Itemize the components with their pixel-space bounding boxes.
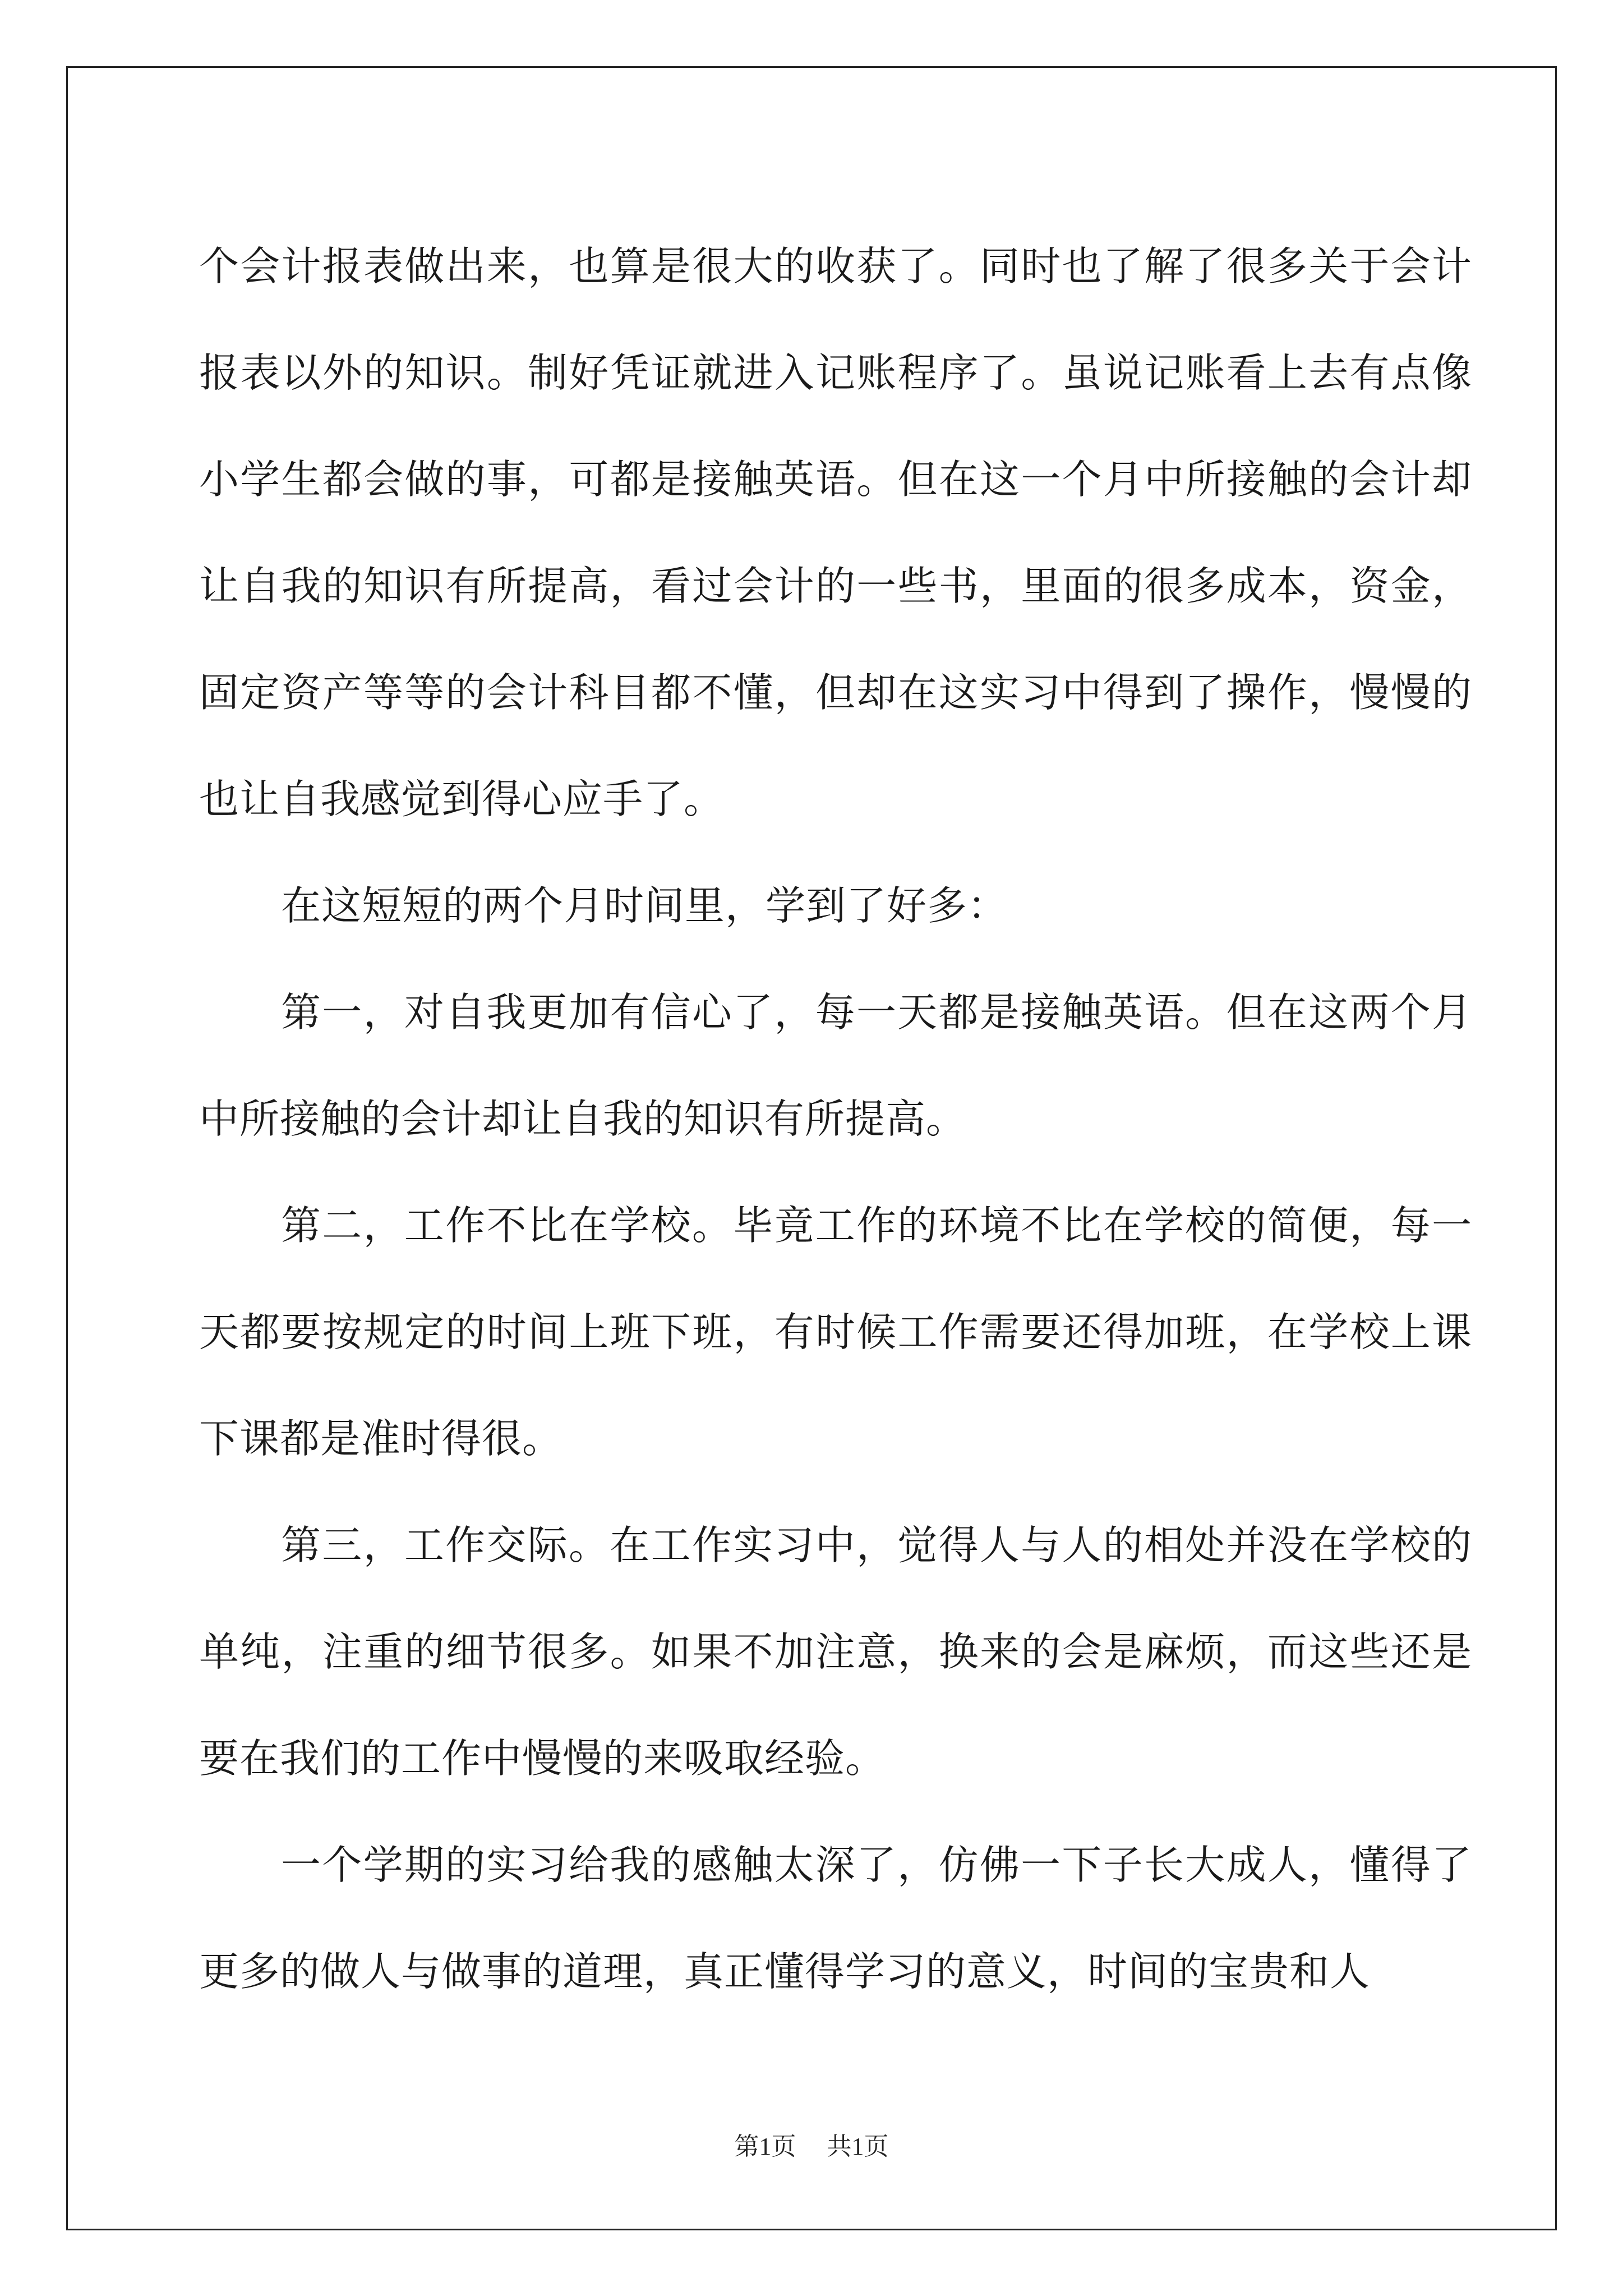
page-footer	[0, 2126, 1623, 2162]
paragraph-4: 第二，工作不比在学校。毕竟工作的环境不比在学校的简便，每一天都要按规定的时间上班下班，有时候工作需要还得加班，在学校上课下课都是准时得很。	[199, 1202, 1472, 1462]
paragraph-5: 第三，工作交际。在工作实习中，觉得人与人的相处并没在学校的单纯，注重的细节很多。如果不加注意，换来的会是麻烦，而这些还是要在我们的工作中慢慢的来吸取经验。	[199, 1522, 1472, 1782]
page-number-current: 第1页	[734, 2133, 796, 2160]
page-number-total: 共1页	[827, 2133, 889, 2160]
paragraph-3: 第一，对自我更加有信心了，每一天都是接触英语。但在这两个月中所接触的会计却让自我的知识有所提高。	[199, 989, 1472, 1142]
paragraph-6: 一个学期的实习给我的感触太深了，仿佛一下子长大成人，懂得了更多的做人与做事的道理，真正懂得学习的意义，时间的宝贵和人	[199, 1842, 1472, 1995]
document-body	[199, 213, 1472, 2025]
paragraph-1: 个会计报表做出来，也算是很大的收获了。同时也了解了很多关于会计报表以外的知识。制好凭证就进入记账程序了。虽说记账看上去有点像小学生都会做的事，可都是接触英语。但在这一个月中所接触的会计却让自我的知识有所提高，看过会计的一些书，里面的很多成本，资金，固定资产等等的会计科目都不懂，但却在这实习中得到了操作，慢慢的也让自我感觉到得心应手了。	[199, 243, 1472, 822]
paragraph-2: 在这短短的两个月时间里，学到了好多：	[281, 882, 1008, 929]
